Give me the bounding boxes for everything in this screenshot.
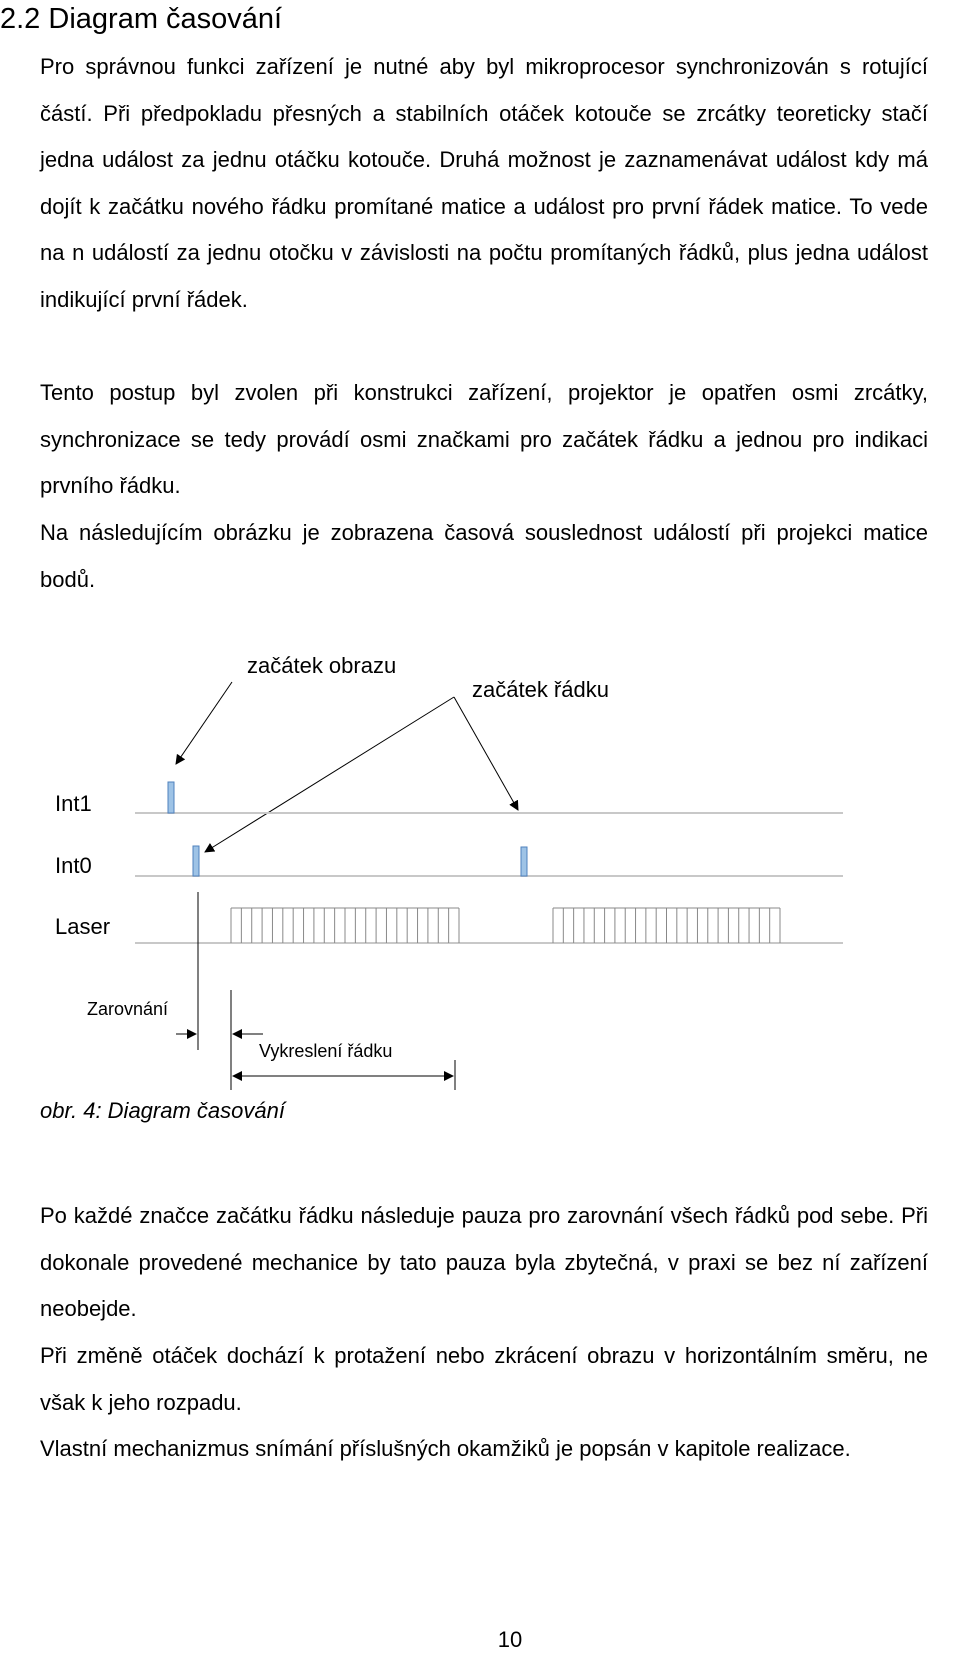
pulse-int1-image-start	[168, 782, 174, 813]
signal-label-laser: Laser	[55, 914, 111, 939]
label-image-start: začátek obrazu	[247, 653, 397, 678]
section-title: Diagram časování	[48, 3, 283, 35]
label-row-start: začátek řádku	[472, 677, 609, 702]
page-number: 10	[497, 1627, 523, 1652]
signal-label-int1: Int1	[55, 791, 92, 816]
laser-pulse-train-1	[231, 908, 459, 943]
paragraph-mechanism: Vlastní mechanizmus snímání příslušných okamžiků je popsán v kapitole realizace.	[40, 1436, 851, 1461]
signal-label-int0: Int0	[55, 853, 92, 878]
pulse-int0-row-start-1	[193, 846, 199, 876]
laser-pulse-train-2	[553, 908, 780, 943]
pulse-int0-row-start-2	[521, 847, 527, 876]
timing-diagram	[0, 640, 960, 1090]
paragraph-speed-change: Při změně otáček dochází k protažení nebo zkrácení obrazu v horizontálním směru, ne však k jeho rozpadu.	[40, 1343, 928, 1415]
label-alignment: Zarovnání	[87, 999, 169, 1019]
section-number: 2.2	[0, 3, 41, 35]
section-heading	[0, 0, 282, 38]
pointer-image-start	[176, 682, 232, 764]
paragraph-alignment-pause: Po každé značce začátku řádku následuje pauza pro zarovnání všech řádků pod sebe. Při dokonale provedené mechanice by tato pauza byla zbytečná, v praxi se bez ní zařízení neobejde.	[40, 1203, 928, 1321]
pointer-row-start-first	[205, 697, 454, 852]
pointer-row-start-second	[454, 697, 518, 810]
paragraph-construction: Tento postup byl zvolen při konstrukci zařízení, projektor je opatřen osmi zrcátky, synchronizace se tedy provádí osmi značkami pro začátek řádku a jednou pro indikaci prvního řádku.	[40, 380, 928, 498]
paragraph-figure-intro: Na následujícím obrázku je zobrazena časová souslednost událostí při projekci matice bodů.	[40, 520, 928, 592]
label-row-drawing: Vykreslení řádku	[259, 1041, 393, 1061]
figure-caption: obr. 4: Diagram časování	[40, 1098, 285, 1123]
paragraph-sync-intro: Pro správnou funkci zařízení je nutné aby byl mikroprocesor synchronizován s rotující částí. Při předpokladu přesných a stabilních otáček kotouče se zrcátky teoreticky stačí jedna událost za jednu otáčku kotouče. Druhá možnost je zaznamenávat událost kdy má dojít k začátku nového řádku promítané matice a událost pro první řádek matice. To vede na n událostí za jednu otočku v závislosti na počtu promítaných řádků, plus jedna událost indikující první řádek.	[40, 54, 928, 312]
